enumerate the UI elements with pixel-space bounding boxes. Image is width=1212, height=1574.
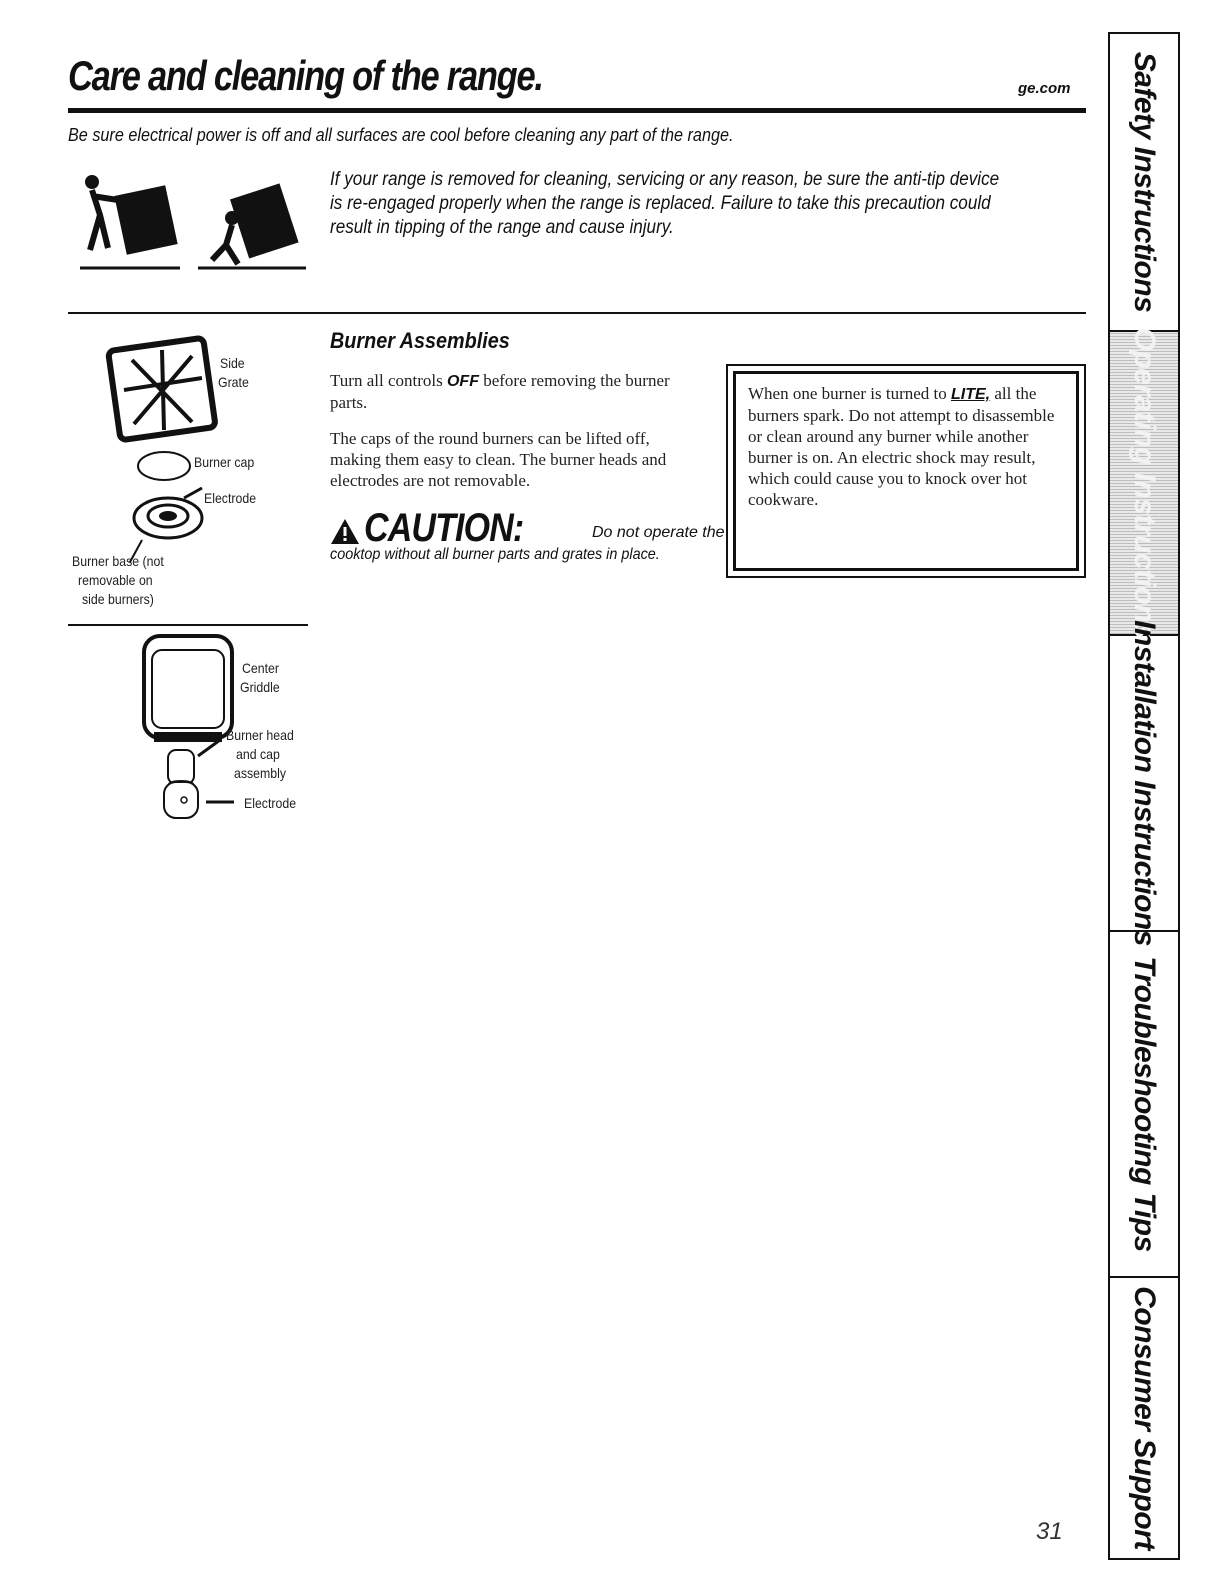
label-burner-head: Burner head (226, 727, 294, 743)
tab-label: Operating Instructions (1128, 327, 1161, 639)
page-title: Care and cleaning of the range. (68, 52, 543, 99)
side-grate-icon (108, 338, 216, 440)
label-burner-base: Burner base (not (72, 553, 164, 569)
title-rule (68, 108, 1086, 113)
shock-warning-inner (733, 371, 1079, 571)
label-burner-cap: Burner cap (194, 454, 255, 470)
illustration-divider (68, 624, 308, 626)
caution-word: CAUTION: (364, 506, 524, 550)
page-subtitle: Be sure electrical power is off and all surfaces are cool before cleaning any part of the range. (68, 125, 734, 145)
label-grate: Grate (218, 374, 249, 390)
center-griddle-icon (144, 636, 232, 742)
page-number: 31 (1036, 1518, 1063, 1545)
tipping-range-child-icon (198, 183, 306, 268)
label-removable-on: removable on (78, 572, 153, 588)
anti-tip-warning: If your range is removed for cleaning, servicing or any reason, be sure the anti-tip device is re-engaged properly when the range is replaced. Failure to take this precaution could result in tipping of the range and cause injury. (330, 169, 1000, 238)
shock-warning-box (726, 364, 1086, 578)
anti-tip-illustration (80, 160, 310, 275)
off-label: OFF (446, 373, 479, 390)
burner-base-icon (134, 498, 202, 538)
electrode-burner-icon (164, 782, 198, 818)
warning-triangle-icon (330, 517, 360, 545)
para1-suffix: before removing the burner parts. (330, 371, 670, 412)
warning-suffix: all the burners spark. Do not attempt to disassemble or clean around any burner while another burner is on. An electric shock may result, which could cause you to knock over hot cookware. (748, 384, 1055, 509)
label-and-cap: and cap (236, 746, 280, 762)
caution-text-line-1: Do not operate the (592, 524, 725, 541)
instruction-paragraph-2: The caps of the round burners can be lifted off, making them easy to clean. The burner heads and electrodes are not removable. (330, 429, 667, 490)
section-heading: Burner Assemblies (330, 328, 510, 353)
label-electrode-2: Electrode (244, 795, 297, 811)
head-arrow-icon (198, 740, 220, 756)
label-assembly: assembly (234, 765, 287, 781)
tab-label: Troubleshooting Tips (1128, 956, 1161, 1252)
tab-safety-instructions[interactable] (1110, 34, 1178, 332)
tipping-range-adult-icon (80, 175, 180, 268)
tab-label: Installation Instructions (1128, 620, 1161, 946)
caution-text-line-2: cooktop without all burner parts and grates in place. (330, 546, 660, 563)
label-griddle: Griddle (240, 679, 280, 695)
tab-troubleshooting-tips[interactable] (1110, 932, 1178, 1278)
tab-operating-instructions[interactable] (1110, 327, 1178, 639)
burner-cap-icon (138, 452, 190, 480)
tab-label: Safety Instructions (1128, 51, 1161, 313)
caution-row (330, 506, 725, 551)
site-link[interactable]: ge.com (1018, 80, 1071, 97)
section-divider (68, 312, 1086, 314)
shock-warning-text (748, 383, 1066, 510)
instruction-paragraph-1 (330, 370, 700, 413)
warning-prefix: When one burner is turned to (748, 384, 951, 403)
electrode-arrow-icon (184, 488, 202, 498)
section-tabs (1108, 32, 1180, 1560)
tab-label: Consumer Support (1128, 1286, 1161, 1550)
label-side: Side (220, 355, 245, 371)
tab-installation-instructions[interactable] (1110, 620, 1178, 946)
label-side-burners: side burners) (82, 591, 154, 607)
label-center: Center (242, 660, 279, 676)
para1-prefix: Turn all controls (330, 371, 447, 390)
label-electrode: Electrode (204, 490, 257, 506)
tab-consumer-support[interactable] (1110, 1278, 1178, 1558)
lite-label: LITE, (951, 386, 991, 403)
